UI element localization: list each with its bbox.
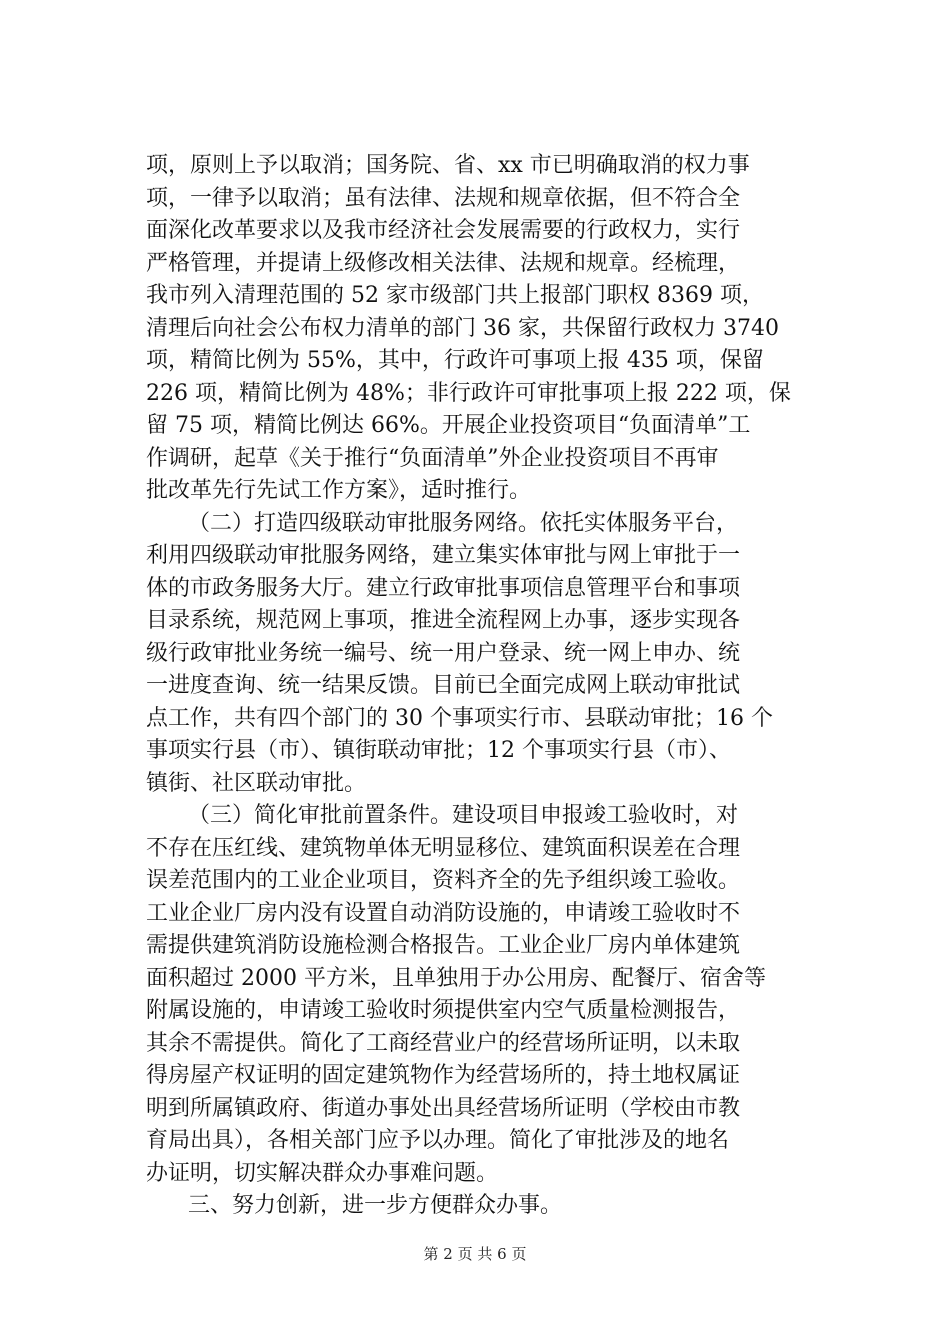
text-line: 留 75 项，精简比例达 66%。开展企业投资项目“负面清单”工 xyxy=(146,413,751,438)
text-line: 面深化改革要求以及我市经济社会发展需要的行政权力，实行 xyxy=(146,218,741,243)
text-line: 明到所属镇政府、街道办事处出具经营场所证明（学校由市教 xyxy=(146,1095,741,1121)
text-line: 工业企业厂房内没有设置自动消防设施的，申请竣工验收时不 xyxy=(146,900,741,926)
text-line: 项，原则上予以取消；国务院、省、xx 市已明确取消的权力事 xyxy=(146,153,750,178)
text-line: 不存在压红线、建筑物单体无明显移位、建筑面积误差在合理 xyxy=(146,835,741,861)
text-line: 项，一律予以取消；虽有法律、法规和规章依据，但不符合全 xyxy=(146,185,741,211)
text-line: 我市列入清理范围的 52 家市级部门共上报部门职权 8369 项， xyxy=(146,283,764,308)
section-heading-main: 三、努力创新，进一步方便群众办事。 xyxy=(188,1193,563,1218)
text-line: 严格管理，并提请上级修改相关法律、法规和规章。经梳理， xyxy=(146,250,741,276)
text-line: 作调研，起草《关于推行“负面清单”外企业投资项目不再审 xyxy=(146,445,719,471)
text-line: 点工作，共有四个部门的 30 个事项实行市、县联动审批；16 个 xyxy=(146,705,773,731)
text-line: 一进度查询、统一结果反馈。目前已全面完成网上联动审批试 xyxy=(146,673,741,698)
text-line: 级行政审批业务统一编号、统一用户登录、统一网上申办、统 xyxy=(146,640,741,666)
text-line: 附属设施的，申请竣工验收时须提供室内空气质量检测报告， xyxy=(146,998,741,1023)
page-number-footer: 第 2 页 共 6 页 xyxy=(423,1245,527,1263)
body-text xyxy=(146,150,810,1223)
text-line: 镇街、社区联动审批。 xyxy=(146,770,367,796)
text-line: 项，精简比例为 55%，其中，行政许可事项上报 435 项，保留 xyxy=(146,348,764,373)
text-line: 批改革先行先试工作方案》，适时推行。 xyxy=(146,478,532,503)
text-line: 育局出具），各相关部门应予以办理。简化了审批涉及的地名 xyxy=(146,1128,730,1153)
text-line: 需提供建筑消防设施检测合格报告。工业企业厂房内单体建筑 xyxy=(146,933,741,958)
section-heading-2: （二）打造四级联动审批服务网络。依托实体服务平台， xyxy=(188,510,739,536)
text-line: 226 项，精简比例为 48%；非行政许可审批事项上报 222 项，保 xyxy=(146,380,791,406)
text-line: 目录系统，规范网上事项，推进全流程网上办事，逐步实现各 xyxy=(146,608,741,633)
text-line: 办证明，切实解决群众办事难问题。 xyxy=(146,1160,499,1186)
text-line: 体的市政务服务大厅。建立行政审批事项信息管理平台和事项 xyxy=(146,575,741,601)
text-line: 利用四级联动审批服务网络，建立集实体审批与网上审批于一 xyxy=(146,543,741,568)
text-line: 得房屋产权证明的固定建筑物作为经营场所的，持土地权属证 xyxy=(146,1063,741,1088)
text-line: 误差范围内的工业企业项目，资料齐全的先予组织竣工验收。 xyxy=(146,868,741,893)
text-line: 事项实行县（市）、镇街联动审批；12 个事项实行县（市）、 xyxy=(146,738,731,763)
section-heading-3: （三）简化审批前置条件。建设项目申报竣工验收时，对 xyxy=(188,803,739,828)
text-line: 清理后向社会公布权力清单的部门 36 家，共保留行政权力 3740 xyxy=(146,315,779,341)
text-line: 其余不需提供。简化了工商经营业户的经营场所证明，以未取 xyxy=(146,1030,741,1056)
text-line: 面积超过 2000 平方米，且单独用于办公用房、配餐厅、宿舍等 xyxy=(146,965,766,991)
